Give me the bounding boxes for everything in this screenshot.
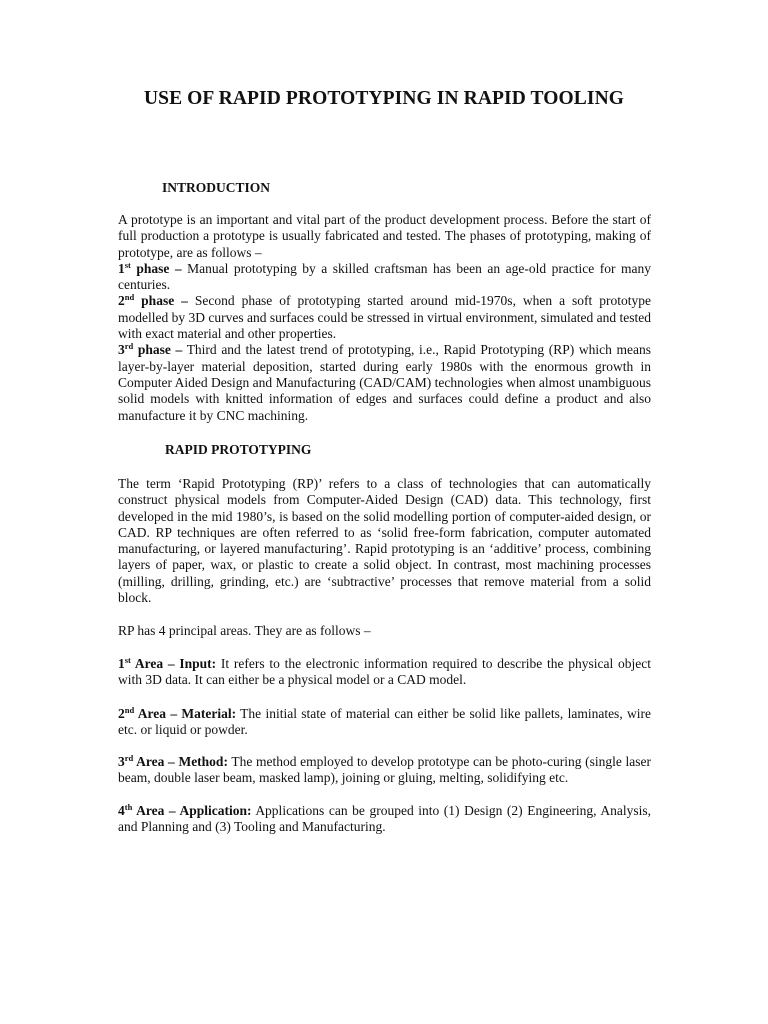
area-1-label: Area – Input: xyxy=(130,656,217,671)
phase-1-suffix: st xyxy=(124,259,131,270)
phase-2-suffix: nd xyxy=(124,292,135,303)
heading-rapid-prototyping: RAPID PROTOTYPING xyxy=(165,442,312,457)
area-3-label: Area – Method: xyxy=(133,754,228,769)
area-3-suffix: rd xyxy=(124,753,134,763)
phase-3-item xyxy=(118,342,651,423)
phase-3-text: Third and the latest trend of prototyping, i.e., Rapid Prototyping (RP) which means layer-by-layer material deposition, started during early 1980s with the enormous growth in Computer Aided Design and Manufacturing (CAD/CAM) technologies when almost unambiguous solid models with knitted information of edges and surfaces could define a product and also manufacture it by CNC machining. xyxy=(118,342,652,423)
area-4-text: Applications can be grouped into (1) Design (2) Engineering, Analysis, and Planning and (3) Tooling and Manufacturing. xyxy=(118,803,651,835)
area-2-text: The initial state of material can either be solid like pallets, laminates, wire etc. or liquid or powder. xyxy=(118,706,651,738)
area-3-number: 3 xyxy=(118,754,125,769)
area-1-number: 1 xyxy=(118,656,125,671)
area-4-item xyxy=(118,803,651,836)
area-4-label: Area – Application: xyxy=(132,803,252,818)
phase-2-number: 2 xyxy=(118,293,125,309)
intro-paragraph: A prototype is an important and vital part of the product development process. Before the start of full production a prototype is usually fabricated and tested. The phases of prototyping, making of prototype, are as follows – xyxy=(118,212,651,260)
area-4-number: 4 xyxy=(118,803,125,818)
document-title: USE OF RAPID PROTOTYPING IN RAPID TOOLING xyxy=(143,88,625,109)
phase-3-label: phase – xyxy=(133,342,183,358)
phase-2-label: phase – xyxy=(134,293,188,309)
phase-1-text: Manual prototyping by a skilled craftsman has been an age-old practice for many centuries. xyxy=(118,260,651,293)
rp-definition-paragraph: The term ‘Rapid Prototyping (RP)’ refers to a class of technologies that can automatically construct physical models from Computer-Aided Design (CAD) data. This technology, first developed in the mid 1980’s, is based on the solid modelling portion of computer-aided design, or CAD. RP techniques are often referred to as ‘solid free-form fabrication, computer automated manufacturing, or layered manufacturing’. Rapid prototyping is an ‘additive’ process, combining layers of paper, wax, or plastic to create a solid object. In contrast, most machining processes (milling, drilling, grinding, etc.) are ‘subtractive’ processes that remove material from a solid block. xyxy=(118,476,651,606)
area-3-item xyxy=(118,754,651,787)
area-2-label: Area – Material: xyxy=(134,706,237,721)
area-4-suffix: th xyxy=(124,802,133,812)
area-3-text: The method employed to develop prototype can be photo-curing (single laser beam, double laser beam, masked lamp), joining or gluing, melting, solidifying etc. xyxy=(118,754,651,786)
heading-introduction: INTRODUCTION xyxy=(162,180,271,195)
area-1-text: It refers to the electronic information required to describe the physical object with 3D data. It can either be a physical model or a CAD model. xyxy=(118,656,651,688)
area-2-number: 2 xyxy=(118,706,125,721)
rp-areas-intro: RP has 4 principal areas. They are as follows – xyxy=(118,623,371,638)
introduction-section xyxy=(118,212,651,424)
phase-3-suffix: rd xyxy=(124,341,134,352)
phase-1-item xyxy=(118,261,651,294)
phase-2-item xyxy=(118,293,651,342)
phase-3-number: 3 xyxy=(118,342,125,358)
area-2-suffix: nd xyxy=(124,705,135,715)
area-1-item xyxy=(118,656,651,689)
phase-1-number: 1 xyxy=(118,260,125,276)
area-1-suffix: st xyxy=(124,655,131,665)
area-2-item xyxy=(118,706,651,739)
phase-1-label: phase – xyxy=(130,260,182,276)
phase-2-text: Second phase of prototyping started around mid-1970s, when a soft prototype modelled by 3D curves and surfaces could be stressed in virtual environment, simulated and tested with exact material and other properties. xyxy=(118,293,651,342)
